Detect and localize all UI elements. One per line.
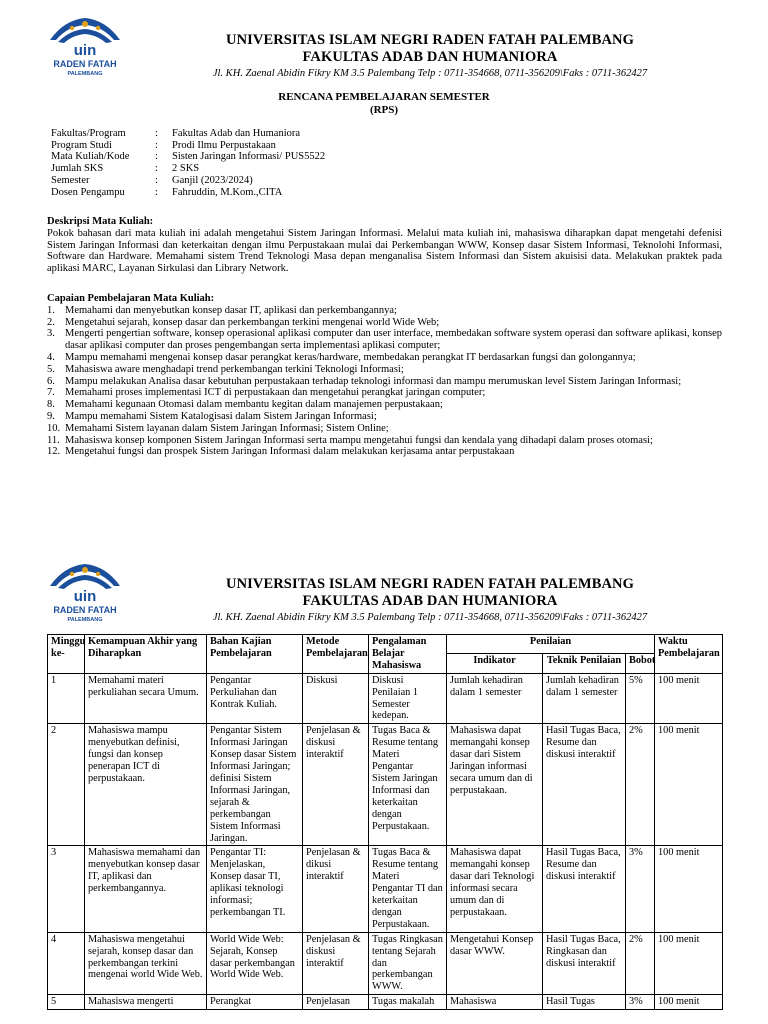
outcome-item: 3. Mengerti pengertian software, konsep operasional aplikasi computer dan user interface, membedakan software system operasi dan software aplikasi, konsep dasar aplikasi computer dan proses pengembangan serta implementasi aplikasi computer;	[47, 328, 722, 352]
col-time: Waktu Pembelajaran	[655, 635, 723, 674]
outcome-item: 5. Mahasiswa aware menghadapi trend perkembangan terkini Teknologi Informasi;	[47, 363, 404, 375]
svg-text:uin: uin	[73, 588, 97, 605]
description-label: Deskripsi Mata Kuliah:	[47, 216, 154, 227]
table-row: 5 Mahasiswa mengerti Perangkat Penjelasan Tugas makalah Mahasiswa Hasil Tugas 3% 100 menit	[48, 995, 723, 1010]
course-info	[51, 128, 325, 198]
rps-table	[47, 634, 723, 1010]
course-description	[47, 216, 722, 275]
info-row: Semester : Ganjil (2023/2024)	[51, 174, 253, 186]
table-row: 3 Mahasiswa memahami dan menyebutkan konsep dasar IT, aplikasi dan perkembangannya. Pengantar TI: Menjelaskan, Konsep dasar TI, aplikasi teknologi informasi; perkembangan TI. Penjelasan & dikusi interaktif Tugas Baca & Resume tentang Materi Pengantar TI dan keterkaitan dengan Perpustakaan. Mahasiswa dapat memangahi konsep dasar dari Teknologi informasi secara umum dan di perpustakaan. Hasil Tugas Baca, Resume dan diskusi interaktif 3% 100 menit	[48, 846, 723, 932]
page-header	[150, 576, 710, 624]
outcome-item: 1. Memahami dan menyebutkan konsep dasar IT, aplikasi dan perkembangannya;	[47, 304, 397, 316]
outcome-item: 11. Mahasiswa konsep komponen Sistem Jaringan Informasi serta mampu mengetahui fungsi dan kendala yang dihadapi dalam proses otomasi;	[47, 434, 653, 446]
col-week: Minggu ke-	[48, 635, 85, 674]
logo-uin-text: uin	[73, 42, 97, 59]
outcome-item: 8. Memahami kegunaan Otomasi dalam membantu kegitan dalam manajemen perpustakaan;	[47, 399, 443, 411]
table-row: 4 Mahasiswa mengetahui sejarah, konsep dasar dan perkembangan terkini mengenai world Wide Web. World Wide Web: Sejarah, Konsep dasar perkembangan World Wide Web. Penjelasan & diskusi interaktif Tugas Ringkasan tentang Sejarah dan perkembangan WWW. Mengetahui Konsep dasar WWW. Hasil Tugas Baca, Ringkasan dan diskusi interaktif 2% 100 menit	[48, 932, 723, 995]
outcome-item: 12. Mengetahui fungsi dan prospek Sistem Jaringan Informasi dalam melakukan kerjasama antar perpustakaan	[47, 446, 515, 458]
document-subtitle: (RPS)	[369, 104, 399, 116]
svg-text:PALEMBANG: PALEMBANG	[67, 71, 103, 77]
table-header-row	[48, 635, 723, 654]
col-weight: Bobot	[626, 654, 655, 673]
info-row: Mata Kuliah/Kode : Sisten Jaringan Informasi/ PUS5522	[51, 151, 326, 163]
university-name: UNIVERSITAS ISLAM NEGRI RADEN FATAH PALEMBANG	[226, 576, 634, 592]
col-technique: Teknik Penilaian	[543, 654, 626, 673]
table-row: 2 Mahasiswa mampu menyebutkan definisi, fungsi dan konsep penerapan ICT di perpustakaan. Pengantar Sistem Informasi Jaringan Konsep dasar Sistem Informasi Jaringan; definisi Sistem Informasi Jaringan, sejarah & perkembangan Sistem Informasi Jaringan. Penjelasan & diskusi interaktif Tugas Baca & Resume tentang Materi Pengantar Sistem Jaringan Informasi dan keterkaitan dengan Perpustakaan. Mahasiswa dapat memangahi konsep dasar dari Sistem Jaringan informasi secara umum dan di perpustakaan. Hasil Tugas Baca, Resume dan diskusi interaktif 2% 100 menit	[48, 724, 723, 846]
faculty-name: FAKULTAS ADAB DAN HUMANIORA	[302, 49, 558, 65]
table-row: 1 Memahami materi perkuliahan secara Umum. Pengantar Perkuliahan dan Kontrak Kuliah. Diskusi Diskusi Penilaian 1 Semester kedepan. Jumlah kehadiran dalam 1 semester Jumlah kehadiran dalam 1 semester 5% 100 menit	[48, 673, 723, 724]
outcome-item: 2. Mengetahui sejarah, konsep dasar dan perkembangan terkini mengenai world Wide Web;	[47, 316, 440, 328]
address: Jl. KH. Zaenal Abidin Fikry KM 3.5 Palembang Telp : 0711-354668, 0711-356209\Faks : 0711-362427	[212, 612, 648, 623]
col-indicator: Indikator	[447, 654, 543, 673]
svg-text:PALEMBANG: PALEMBANG	[67, 617, 103, 623]
university-logo	[44, 14, 126, 80]
info-row: Program Studi : Prodi Ilmu Perpustakaan	[51, 139, 276, 151]
university-logo	[44, 560, 126, 626]
outcome-item: 6. Mampu melakukan Analisa dasar kebutuhan perpustakaan terhadap teknologi informasi dan mampu merumuskan level Sistem Jaringan Informasi;	[47, 375, 682, 387]
document-title: RENCANA PEMBELAJARAN SEMESTER	[278, 91, 490, 103]
page-header	[150, 32, 710, 80]
outcome-item: 9. Mampu memahami Sistem Katalogisasi dalam Sistem Jaringan Informasi;	[47, 410, 377, 422]
university-name: UNIVERSITAS ISLAM NEGRI RADEN FATAH PALEMBANG	[226, 32, 634, 48]
info-row: Dosen Pengampu : Fahruddin, M.Kom.,CITA	[51, 186, 283, 198]
description-text: Pokok bahasan dari mata kuliah ini adalah mengetahui Sistem Jaringan Informasi. Melalui mata kuliah ini, mahasiswa diharapkan dapat mengetahi defenisi Sistem Jaringan Informasi dan keterkaitan dengan ilmu Perpustakaan mulai dai Perkembangan WWW, Konsep dasar Sistem Informasi, Teknolohi Informasi, Software dan Hardware. Memahami sistem Trend Teknologi Masa depan menganalisa Sistem Informasi dan Sistem akuisisi data. Melakukan praktek pada aplikasi MARC, Layanan Sirkulasi dan Library Network.	[47, 227, 722, 275]
address: Jl. KH. Zaenal Abidin Fikry KM 3.5 Palembang Telp : 0711-354668, 0711-356209\Faks : 0711-362427	[212, 68, 648, 79]
col-ability: Kemampuan Akhir yang Diharapkan	[85, 635, 207, 674]
col-material: Bahan Kajian Pembelajaran	[207, 635, 303, 674]
outcome-item: 7. Memahami proses implementasi ICT di perpustakaan dan mengetahui perangkat jaringan computer;	[47, 387, 486, 399]
col-method: Metode Pembelajaran	[303, 635, 369, 674]
col-assessment: Penilaian	[447, 635, 655, 654]
svg-text:RADEN FATAH: RADEN FATAH	[53, 59, 117, 69]
col-experience: Pengalaman Belajar Mahasiswa	[369, 635, 447, 674]
faculty-name: FAKULTAS ADAB DAN HUMANIORA	[302, 593, 558, 609]
outcome-item: 10. Memahami Sistem layanan dalam Sistem Jaringan Informasi; Sistem Online;	[47, 422, 389, 434]
info-row: Fakultas/Program : Fakultas Adab dan Humaniora	[51, 128, 301, 139]
learning-outcomes	[47, 293, 722, 458]
info-row: Jumlah SKS : 2 SKS	[51, 163, 200, 175]
outcomes-label: Capaian Pembelajaran Mata Kuliah:	[47, 293, 215, 304]
svg-text:RADEN FATAH: RADEN FATAH	[53, 605, 117, 615]
outcome-item: 4. Mampu memahami mengenai konsep dasar perangkat keras/hardware, membedakan perangkat IT berdasarkan fungsi dan golongannya;	[47, 351, 636, 363]
